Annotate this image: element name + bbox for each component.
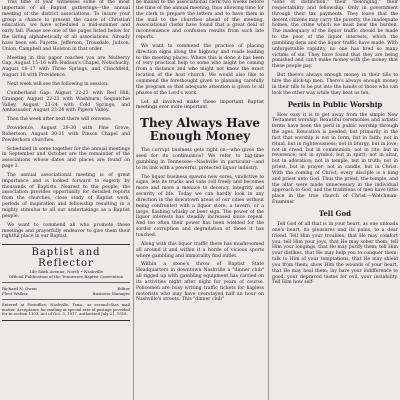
mailing-notice: Entered at Postoffice, Nashville, Tenn., as second-class mail matter. Acceptance for mailing at special rate of postage provided for in section 1103, Act of Oct. 3, 1917, authorized July 21, 1918. <box>2 302 130 317</box>
paragraph: But there's always enough money in their tills to hire the slick-up men. There's always enough money in their tills to be put into the hands of those who can look the other way while they beat us ten. <box>272 73 398 96</box>
paragraph: be mailed to the associational clerk two weeks before the time of the annual meeting, thus allowing time for the clerk to prepare the letters and to have them in the mail to the churches ahead of the meeting. Associational clerks have found that a great deal of inconvenience and confusion results from such late reports. <box>136 0 264 41</box>
paragraph: We want to commend the practice of placing direction signs along the highway and roads leading to the meeting places. Where this is done it has been of very practical help to some who might be coming from a distance and who might not know the exact location of the host church. We would also like to commend the forethought given to planning carefully the program so that adequate attention is given to all phases of the Lord's work. <box>136 43 264 96</box>
paragraph: Tell God of all that is in your heart, as one unloads one's heart, its pleasures and its pains, to a dear friend. Tell Him your troubles, that He may comfort you; tell Him your joys, that He may sober them; tell Him your longings, that He may purify them; tell Him your dislikes, that He may help you to conquer them; talk to Him of your temptations, that He may shield you from them; show Him the wounds of your heart, that He may heal them; lay bare your indifference to good, your depraved tastes for evil, your instability. Tell Him how self- <box>272 222 398 286</box>
paragraph: How easy it is to get away from the simple New Testament worship. Beautiful ceremonies and artistic forms have been the peril in public worship through the ages. Education is needed, but primarily in the fact that worship is not in form, but in faith; not in ritual, but in righteousness; not in liturgy, but in love; not in creed, but in communion; not in rite, but in reverence; not in symbol, but in spirit; not in altar, but in adoration; not in temple, but in truth; not in priest, but in prayer; not in candle, but in Christ. With the coming of Christ, every disciple is a king and priest unto God. Thus the priest, the temple, and the altar were made unnecessary in the individual approach to God, and the traditions of men have little place in the true church of Christ.—Watchman-Examiner <box>272 112 398 206</box>
masthead <box>2 244 130 321</box>
paragraph: Then the week after next there will convene: <box>7 117 112 123</box>
business-manager-role: Business Manager <box>92 291 130 297</box>
paragraph: This time of year witnesses some of the most important of all Baptist gatherings—the annual meeting of the district associations. To insure your group a chance to present the cause of Christian education, we have scheduled a mid-summer and early fall. Please see one of the pages listed below for the listing alphabetically of all associations. Already have been set: Fayette, Jefferson, Trousdale, Judson, Union, Campbell and Holston in that order. <box>2 0 130 52</box>
paragraph: The annual associational meeting is of great importance and is looked forward to eagerly by thousands of Baptists. Nearest to the people, the association provides opportunity for detailed reports from the churches, close study of Baptist work, periods of inspiration and fellowship resulting in a mighty stimulus to all our undertakings as a Baptist people. <box>2 172 130 219</box>
editor-role: Editor <box>117 286 130 292</box>
paragraph: Next week will see the following in session: <box>7 81 109 87</box>
column-rule <box>133 0 134 400</box>
article-heading: Tell God <box>318 209 352 218</box>
paragraph: "sons of distinction," their "belonging," their respectability and fellowship. Only in government through their tax payments. They leave that the decent citizens may carry the poverty, the inadequate homes, the crime which we must bear the burden. The inadequacy of the liquor traffic should be made to the poor of the liquor interests, which the gambling dens and the liquor traffic have made. With unforgettable rapidity, no one has bred so many victims of sin. They have found that they are being punished and can't make money with the money that these people pay. <box>272 0 398 70</box>
paragraph: Within a stone's throw of Baptist State Headquarters in downtown Nashville a "dinner club" all rigged up with gambling equipment has carried on its activities night after night for years of course. Policemen are busy writing traffic tickets for hapless motorists who may have overstayed half an hour on Nashville's streets. This "dinner club" <box>136 262 264 303</box>
paragraph: We want to commend all who promote these meetings and prayerfully endeavor to give them their rightful place in our Baptist <box>2 222 130 240</box>
column-right <box>272 0 398 289</box>
masthead-title: Baptist and Reflector <box>31 247 101 270</box>
paragraph: Let all involved make these important Baptist meetings ever more important. <box>136 99 264 111</box>
editor-name: Richard N. Owen <box>2 286 37 292</box>
masthead-staff-row <box>2 291 130 296</box>
column-middle <box>136 0 264 306</box>
masthead-address: 149 Sixth Avenue, North • Nashville <box>29 269 103 275</box>
column-left <box>2 0 130 321</box>
paragraph: Scheduled in some together for the annual meetings in September and October are the remainder of the associations whose dates and places are found on page 3. <box>2 146 130 170</box>
column-rule <box>268 0 269 400</box>
paragraph: The liquor business spawns new sores, vindictive to signs, lets its trucks and vans roll freely and becomes more and more a menace to decency, integrity and security of life. Today we can hardly look in any direction in the downtown areas of our cities without being confronted with a liquor store, a tavern, or a large, flashing whisky or beer sign. The power of the liquor interests has steadily increased since repeal. And too often their power has been wielded for the sordid corruption and degradation of those it has touched. <box>136 174 264 238</box>
business-manager-name: Fleet Walker <box>2 291 28 297</box>
paragraph: Providence, August 29-30 with Pine Grove, Robertson, August 30-31 with Pinson Chapel and Powderhorn churches. <box>2 126 130 143</box>
divider <box>2 282 130 283</box>
paragraph: Along with this liquor traffic there has mushroomed all around it and within it a horde of vicious sports where gambling and immorality find outlet. <box>136 241 264 259</box>
paragraph: The corrupt business gets right on—who gives the seed for its continuance? We refer to big-time gambling in Tennessee—Nashville in particular—and to its link with a powerful, protected liquor industry. <box>136 148 264 171</box>
paragraph: Cumberland Gap: August 22-23 with Red Hill; Grainger, August 22-23 with Washburn; Sequatchie Valley, August 23-24 with Cold Springs; and Ambassador, August 23-24 with Pigeon Valley. <box>2 90 130 114</box>
masthead-subtitle: Official Publication of the Tennessee Baptist Convention <box>8 274 124 280</box>
paragraph: Meeting in this paper reaches you are Mulberry Gap, August 15–16 with Hudson's Chapel, Nolachucky, August 16–17 with Three Springs, and Clinchfield, August 18 with Providence. <box>2 55 130 79</box>
article-heading: They Always Have Enough Money <box>139 116 261 144</box>
divider <box>2 299 130 300</box>
article-heading: Perils in Public Worship <box>287 99 383 109</box>
